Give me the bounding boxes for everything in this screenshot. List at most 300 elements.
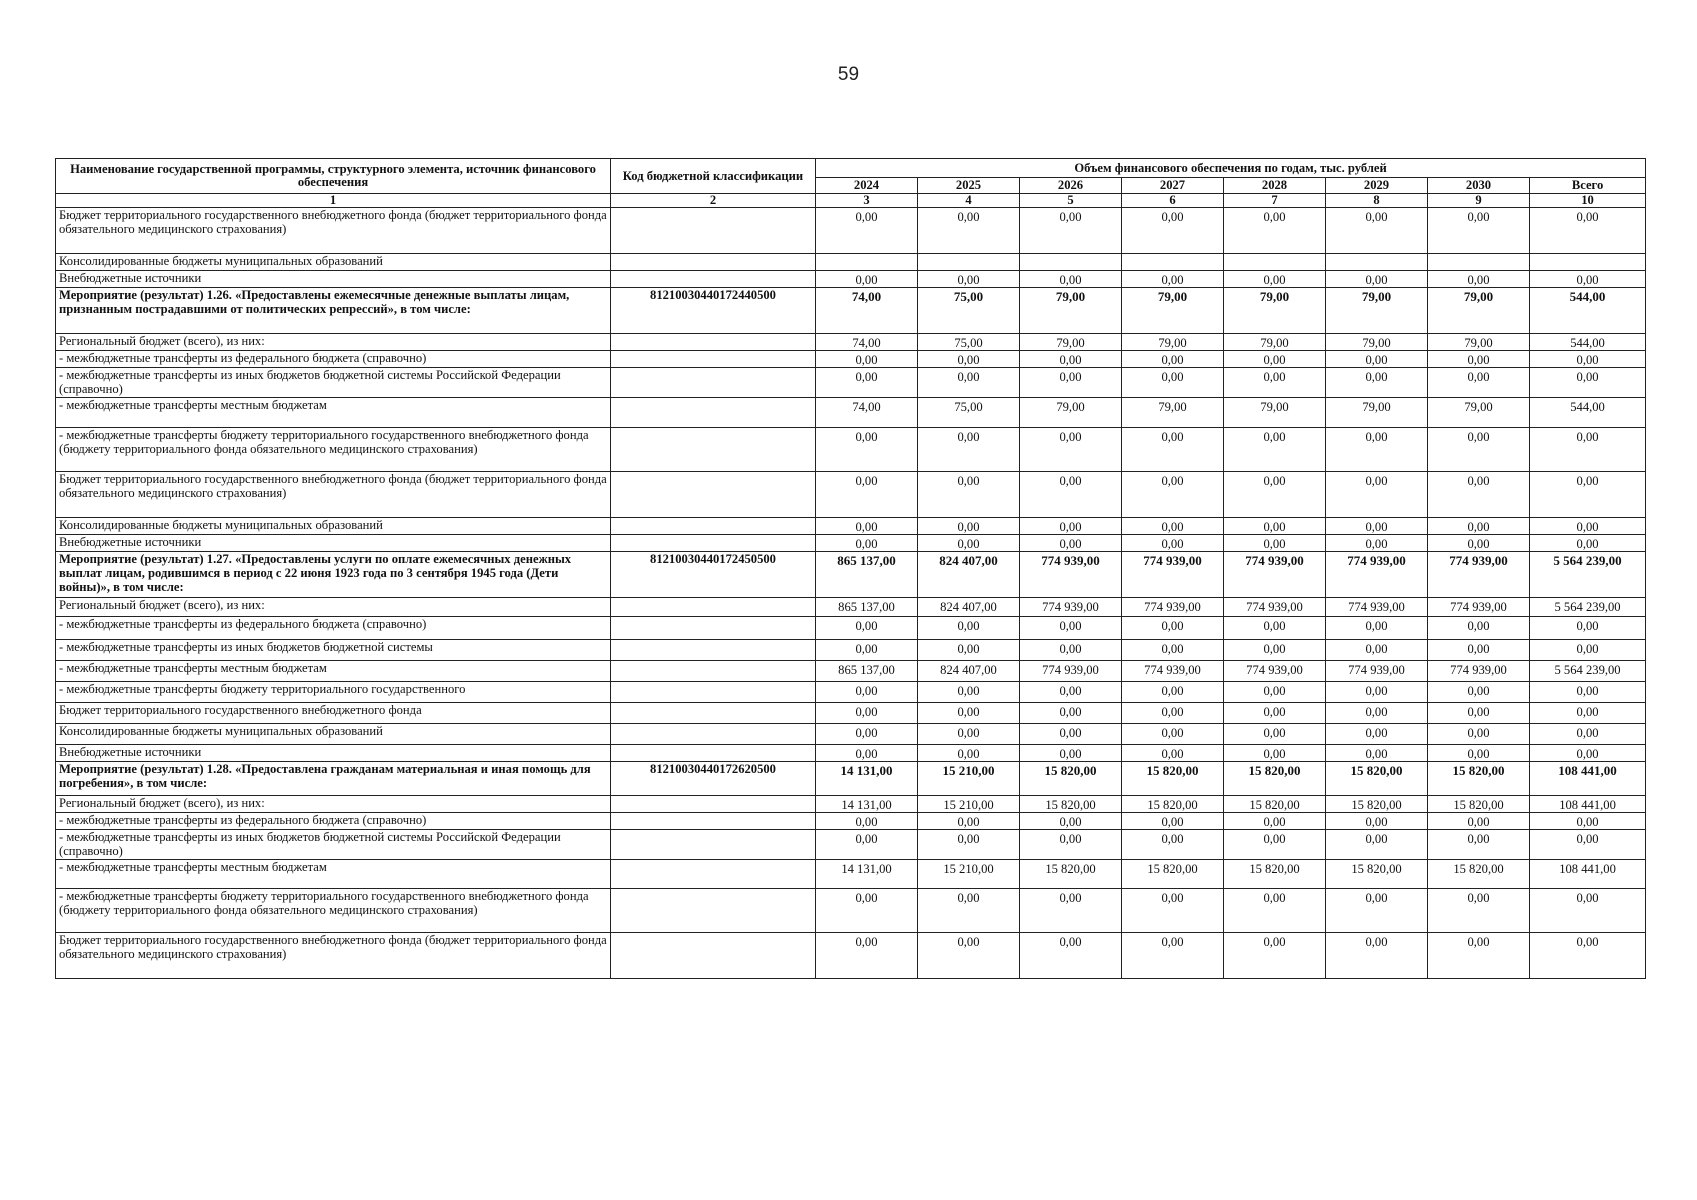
year-value <box>918 254 1020 271</box>
year-value: 774 939,00 <box>1428 598 1530 617</box>
total-value: 0,00 <box>1530 889 1646 933</box>
year-value: 0,00 <box>918 351 1020 368</box>
column-index: 4 <box>918 194 1020 208</box>
row-name: - межбюджетные трансферты местным бюджетам <box>56 661 611 682</box>
year-value: 0,00 <box>1326 813 1428 830</box>
row-name: Бюджет территориального государственного внебюджетного фонда (бюджет территориального фонда обязательного медицинского страхования) <box>56 472 611 518</box>
year-value: 79,00 <box>1122 288 1224 334</box>
table-row <box>56 889 1646 933</box>
year-value: 0,00 <box>1122 472 1224 518</box>
budget-code <box>611 518 816 535</box>
year-value: 0,00 <box>918 813 1020 830</box>
total-value: 544,00 <box>1530 288 1646 334</box>
year-value: 0,00 <box>1326 889 1428 933</box>
table-row <box>56 661 1646 682</box>
table-row <box>56 745 1646 762</box>
year-value: 0,00 <box>1122 518 1224 535</box>
total-value: 0,00 <box>1530 368 1646 398</box>
year-value: 774 939,00 <box>1326 598 1428 617</box>
year-value: 0,00 <box>816 368 918 398</box>
budget-code <box>611 208 816 254</box>
year-value: 0,00 <box>1224 368 1326 398</box>
year-value: 15 820,00 <box>1428 796 1530 813</box>
year-value: 0,00 <box>816 813 918 830</box>
year-value: 0,00 <box>918 640 1020 661</box>
budget-code: 81210030440172440500 <box>611 288 816 334</box>
table-row <box>56 428 1646 472</box>
table-row <box>56 617 1646 640</box>
budget-code <box>611 889 816 933</box>
table-row <box>56 796 1646 813</box>
year-value: 79,00 <box>1326 288 1428 334</box>
year-value: 0,00 <box>1122 933 1224 979</box>
year-value: 0,00 <box>918 428 1020 472</box>
year-value: 774 939,00 <box>1020 661 1122 682</box>
year-value: 865 137,00 <box>816 598 918 617</box>
year-value: 0,00 <box>1428 703 1530 724</box>
year-value: 774 939,00 <box>1428 661 1530 682</box>
budget-code <box>611 830 816 860</box>
year-value: 0,00 <box>1326 617 1428 640</box>
year-value: 0,00 <box>1224 472 1326 518</box>
table-row <box>56 703 1646 724</box>
column-index: 1 <box>56 194 611 208</box>
row-name: - межбюджетные трансферты из иных бюджетов бюджетной системы Российской Федерации (справочно) <box>56 368 611 398</box>
year-value <box>816 254 918 271</box>
year-value: 0,00 <box>1326 208 1428 254</box>
budget-code <box>611 334 816 351</box>
year-value: 75,00 <box>918 398 1020 428</box>
year-value: 0,00 <box>1326 724 1428 745</box>
table-row <box>56 518 1646 535</box>
year-value: 0,00 <box>1224 271 1326 288</box>
row-name: Внебюджетные источники <box>56 535 611 552</box>
total-value <box>1530 254 1646 271</box>
year-value: 79,00 <box>1224 398 1326 428</box>
year-value <box>1326 254 1428 271</box>
row-name: - межбюджетные трансферты местным бюджетам <box>56 860 611 889</box>
table-row <box>56 933 1646 979</box>
row-name: - межбюджетные трансферты из федерального бюджета (справочно) <box>56 813 611 830</box>
year-value: 15 820,00 <box>1122 796 1224 813</box>
row-name: Бюджет территориального государственного внебюджетного фонда <box>56 703 611 724</box>
year-value: 0,00 <box>918 724 1020 745</box>
year-value: 0,00 <box>1428 428 1530 472</box>
year-value: 824 407,00 <box>918 552 1020 598</box>
header-year: 2028 <box>1224 178 1326 194</box>
year-value: 774 939,00 <box>1326 661 1428 682</box>
table-row <box>56 351 1646 368</box>
year-value: 0,00 <box>1122 830 1224 860</box>
year-value: 0,00 <box>1020 351 1122 368</box>
header-year: 2029 <box>1326 178 1428 194</box>
year-value: 0,00 <box>1122 745 1224 762</box>
year-value: 79,00 <box>1020 288 1122 334</box>
year-value: 865 137,00 <box>816 552 918 598</box>
row-name: Мероприятие (результат) 1.27. «Предоставлены услуги по оплате ежемесячных денежных выплат лицам, родившимся в период с 22 июня 1923 года по 3 сентября 1945 года (Дети войны)», в том числе: <box>56 552 611 598</box>
header-year: 2027 <box>1122 178 1224 194</box>
year-value: 0,00 <box>1020 368 1122 398</box>
year-value: 0,00 <box>1326 640 1428 661</box>
table-row <box>56 254 1646 271</box>
year-value: 0,00 <box>918 535 1020 552</box>
table-row <box>56 682 1646 703</box>
row-name: Консолидированные бюджеты муниципальных образований <box>56 254 611 271</box>
year-value: 14 131,00 <box>816 796 918 813</box>
budget-code <box>611 640 816 661</box>
year-value: 15 820,00 <box>1428 762 1530 796</box>
year-value: 0,00 <box>816 428 918 472</box>
budget-code <box>611 428 816 472</box>
year-value: 0,00 <box>1224 208 1326 254</box>
row-name: - межбюджетные трансферты бюджету территориального государственного <box>56 682 611 703</box>
year-value: 0,00 <box>1020 889 1122 933</box>
header-year: 2024 <box>816 178 918 194</box>
year-value: 865 137,00 <box>816 661 918 682</box>
header-volume: Объем финансового обеспечения по годам, тыс. рублей <box>816 159 1646 178</box>
year-value: 15 820,00 <box>1326 796 1428 813</box>
budget-code <box>611 813 816 830</box>
year-value: 74,00 <box>816 398 918 428</box>
total-value: 0,00 <box>1530 472 1646 518</box>
year-value: 0,00 <box>1428 933 1530 979</box>
year-value <box>1224 254 1326 271</box>
year-value: 0,00 <box>1428 535 1530 552</box>
year-value: 0,00 <box>1020 428 1122 472</box>
year-value: 74,00 <box>816 288 918 334</box>
row-name: Внебюджетные источники <box>56 271 611 288</box>
budget-code <box>611 617 816 640</box>
year-value <box>1428 254 1530 271</box>
year-value <box>1020 254 1122 271</box>
year-value: 0,00 <box>1326 428 1428 472</box>
year-value: 0,00 <box>1020 813 1122 830</box>
table-row <box>56 208 1646 254</box>
year-value: 0,00 <box>1122 813 1224 830</box>
year-value: 0,00 <box>1326 351 1428 368</box>
year-value: 0,00 <box>816 745 918 762</box>
row-name: Консолидированные бюджеты муниципальных образований <box>56 518 611 535</box>
year-value: 774 939,00 <box>1020 598 1122 617</box>
year-value: 0,00 <box>1224 518 1326 535</box>
year-value: 0,00 <box>1122 368 1224 398</box>
year-value: 0,00 <box>918 889 1020 933</box>
year-value: 0,00 <box>1326 703 1428 724</box>
table-header <box>56 159 1646 208</box>
year-value: 0,00 <box>1122 682 1224 703</box>
year-value: 0,00 <box>1326 518 1428 535</box>
total-value: 0,00 <box>1530 682 1646 703</box>
total-value: 544,00 <box>1530 398 1646 428</box>
budget-code <box>611 271 816 288</box>
year-value: 774 939,00 <box>1020 552 1122 598</box>
budget-code <box>611 745 816 762</box>
budget-code <box>611 724 816 745</box>
year-value: 0,00 <box>918 368 1020 398</box>
total-value: 0,00 <box>1530 617 1646 640</box>
total-value: 108 441,00 <box>1530 762 1646 796</box>
year-value: 0,00 <box>1326 535 1428 552</box>
year-value: 0,00 <box>918 518 1020 535</box>
column-index: 2 <box>611 194 816 208</box>
table-row <box>56 860 1646 889</box>
budget-code <box>611 703 816 724</box>
header-code: Код бюджетной классификации <box>611 159 816 194</box>
activity-row <box>56 288 1646 334</box>
year-value: 79,00 <box>1224 288 1326 334</box>
year-value: 0,00 <box>1122 271 1224 288</box>
year-value: 79,00 <box>1020 398 1122 428</box>
column-index: 6 <box>1122 194 1224 208</box>
year-value: 0,00 <box>1020 745 1122 762</box>
year-value: 0,00 <box>1224 682 1326 703</box>
year-value: 0,00 <box>1122 617 1224 640</box>
year-value: 774 939,00 <box>1224 598 1326 617</box>
budget-code <box>611 368 816 398</box>
year-value: 0,00 <box>1326 830 1428 860</box>
year-value: 0,00 <box>918 472 1020 518</box>
year-value: 14 131,00 <box>816 860 918 889</box>
total-value: 0,00 <box>1530 745 1646 762</box>
year-value: 15 820,00 <box>1428 860 1530 889</box>
year-value: 0,00 <box>816 933 918 979</box>
year-value: 75,00 <box>918 288 1020 334</box>
row-name: - межбюджетные трансферты из иных бюджетов бюджетной системы Российской Федерации (справочно) <box>56 830 611 860</box>
budget-code <box>611 535 816 552</box>
table-row <box>56 398 1646 428</box>
row-name: - межбюджетные трансферты бюджету территориального государственного внебюджетного фонда (бюджету территориального фонда обязательного медицинского страхования) <box>56 889 611 933</box>
total-value: 0,00 <box>1530 933 1646 979</box>
year-value: 0,00 <box>1020 724 1122 745</box>
row-name: Бюджет территориального государственного внебюджетного фонда (бюджет территориального фонда обязательного медицинского страхования) <box>56 208 611 254</box>
year-value: 0,00 <box>1428 351 1530 368</box>
year-value: 0,00 <box>1224 617 1326 640</box>
year-value: 0,00 <box>1326 271 1428 288</box>
row-name: Консолидированные бюджеты муниципальных образований <box>56 724 611 745</box>
year-value: 79,00 <box>1122 398 1224 428</box>
year-value: 0,00 <box>1122 535 1224 552</box>
year-value: 79,00 <box>1428 398 1530 428</box>
year-value: 15 820,00 <box>1326 860 1428 889</box>
row-name: Бюджет территориального государственного внебюджетного фонда (бюджет территориального фонда обязательного медицинского страхования) <box>56 933 611 979</box>
year-value: 0,00 <box>918 745 1020 762</box>
year-value: 0,00 <box>1020 518 1122 535</box>
row-name: - межбюджетные трансферты из иных бюджетов бюджетной системы <box>56 640 611 661</box>
year-value: 0,00 <box>1020 472 1122 518</box>
year-value: 0,00 <box>1326 745 1428 762</box>
year-value: 15 820,00 <box>1224 860 1326 889</box>
table-row <box>56 334 1646 351</box>
year-value: 0,00 <box>1020 682 1122 703</box>
year-value: 15 210,00 <box>918 796 1020 813</box>
year-value: 15 820,00 <box>1020 762 1122 796</box>
year-value: 0,00 <box>1428 472 1530 518</box>
table-body <box>56 208 1646 979</box>
year-value: 774 939,00 <box>1326 552 1428 598</box>
year-value: 0,00 <box>1224 830 1326 860</box>
year-value: 15 820,00 <box>1224 796 1326 813</box>
total-value: 544,00 <box>1530 334 1646 351</box>
row-name: - межбюджетные трансферты местным бюджетам <box>56 398 611 428</box>
year-value: 774 939,00 <box>1224 552 1326 598</box>
year-value: 0,00 <box>1224 351 1326 368</box>
column-index: 9 <box>1428 194 1530 208</box>
year-value: 0,00 <box>1020 830 1122 860</box>
column-index: 8 <box>1326 194 1428 208</box>
year-value: 0,00 <box>1224 640 1326 661</box>
year-value: 0,00 <box>918 617 1020 640</box>
header-year: 2025 <box>918 178 1020 194</box>
year-value: 79,00 <box>1428 288 1530 334</box>
row-name: Мероприятие (результат) 1.26. «Предоставлены ежемесячные денежные выплаты лицам, признанным пострадавшими от политических репрессий», в том числе: <box>56 288 611 334</box>
year-value: 0,00 <box>816 271 918 288</box>
year-value: 0,00 <box>816 535 918 552</box>
year-value: 79,00 <box>1224 334 1326 351</box>
year-value: 774 939,00 <box>1122 598 1224 617</box>
year-value: 0,00 <box>1020 535 1122 552</box>
year-value: 0,00 <box>1428 830 1530 860</box>
year-value: 79,00 <box>1326 334 1428 351</box>
year-value: 0,00 <box>816 682 918 703</box>
total-value: 5 564 239,00 <box>1530 598 1646 617</box>
year-value: 0,00 <box>1122 208 1224 254</box>
year-value: 15 820,00 <box>1122 762 1224 796</box>
table-row <box>56 271 1646 288</box>
year-value: 0,00 <box>1224 724 1326 745</box>
column-index: 5 <box>1020 194 1122 208</box>
row-name: - межбюджетные трансферты бюджету территориального государственного внебюджетного фонда (бюджету территориального фонда обязательного медицинского страхования) <box>56 428 611 472</box>
year-value: 0,00 <box>1224 703 1326 724</box>
year-value: 15 820,00 <box>1020 860 1122 889</box>
year-value: 0,00 <box>816 703 918 724</box>
year-value: 0,00 <box>816 830 918 860</box>
year-value: 0,00 <box>1326 368 1428 398</box>
year-value <box>1122 254 1224 271</box>
year-value: 0,00 <box>1020 208 1122 254</box>
column-index: 10 <box>1530 194 1646 208</box>
table-row <box>56 813 1646 830</box>
year-value: 824 407,00 <box>918 661 1020 682</box>
year-value: 0,00 <box>816 518 918 535</box>
budget-code <box>611 933 816 979</box>
total-value: 0,00 <box>1530 518 1646 535</box>
year-value: 0,00 <box>1428 368 1530 398</box>
year-value: 0,00 <box>1020 617 1122 640</box>
year-value: 774 939,00 <box>1428 552 1530 598</box>
year-value: 15 820,00 <box>1224 762 1326 796</box>
header-name: Наименование государственной программы, структурного элемента, источник финансового обеспечения <box>56 159 611 194</box>
year-value: 79,00 <box>1326 398 1428 428</box>
column-index: 3 <box>816 194 918 208</box>
budget-code <box>611 598 816 617</box>
total-value: 0,00 <box>1530 208 1646 254</box>
budget-code <box>611 254 816 271</box>
total-value: 5 564 239,00 <box>1530 552 1646 598</box>
year-value: 15 820,00 <box>1020 796 1122 813</box>
year-value: 0,00 <box>1428 208 1530 254</box>
year-value: 0,00 <box>1020 271 1122 288</box>
year-value: 79,00 <box>1020 334 1122 351</box>
row-name: Внебюджетные источники <box>56 745 611 762</box>
year-value: 0,00 <box>1122 351 1224 368</box>
year-value: 0,00 <box>1122 640 1224 661</box>
year-value: 774 939,00 <box>1122 552 1224 598</box>
year-value: 0,00 <box>816 472 918 518</box>
year-value: 0,00 <box>1428 813 1530 830</box>
year-value: 0,00 <box>918 703 1020 724</box>
year-value: 0,00 <box>918 682 1020 703</box>
table-row <box>56 472 1646 518</box>
year-value: 774 939,00 <box>1224 661 1326 682</box>
year-value: 774 939,00 <box>1122 661 1224 682</box>
year-value: 15 820,00 <box>1122 860 1224 889</box>
year-value: 0,00 <box>1428 682 1530 703</box>
budget-code <box>611 472 816 518</box>
budget-code <box>611 351 816 368</box>
year-value: 0,00 <box>1224 933 1326 979</box>
year-value: 0,00 <box>1428 271 1530 288</box>
year-value: 0,00 <box>1428 518 1530 535</box>
year-value: 0,00 <box>1224 813 1326 830</box>
year-value: 74,00 <box>816 334 918 351</box>
table-row <box>56 368 1646 398</box>
activity-row <box>56 552 1646 598</box>
year-value: 79,00 <box>1122 334 1224 351</box>
total-value: 0,00 <box>1530 351 1646 368</box>
year-value: 0,00 <box>1224 428 1326 472</box>
page-number: 59 <box>837 64 860 85</box>
year-value: 0,00 <box>816 208 918 254</box>
year-value: 0,00 <box>1122 428 1224 472</box>
year-value: 75,00 <box>918 334 1020 351</box>
table-row <box>56 640 1646 661</box>
year-value: 0,00 <box>1020 703 1122 724</box>
budget-code <box>611 796 816 813</box>
total-value: 108 441,00 <box>1530 796 1646 813</box>
budget-code <box>611 682 816 703</box>
row-name: Региональный бюджет (всего), из них: <box>56 334 611 351</box>
table-row <box>56 830 1646 860</box>
total-value: 0,00 <box>1530 813 1646 830</box>
table-row <box>56 598 1646 617</box>
year-value: 0,00 <box>1122 889 1224 933</box>
financing-table <box>55 158 1646 979</box>
year-value: 0,00 <box>1122 724 1224 745</box>
year-value: 0,00 <box>1326 682 1428 703</box>
year-value: 0,00 <box>1224 889 1326 933</box>
activity-row <box>56 762 1646 796</box>
year-value: 79,00 <box>1428 334 1530 351</box>
budget-code <box>611 860 816 889</box>
total-value: 0,00 <box>1530 724 1646 745</box>
year-value: 14 131,00 <box>816 762 918 796</box>
year-value: 0,00 <box>816 640 918 661</box>
row-name: Мероприятие (результат) 1.28. «Предоставлена гражданам материальная и иная помощь для погребения», в том числе: <box>56 762 611 796</box>
row-name: Региональный бюджет (всего), из них: <box>56 598 611 617</box>
header-year: 2030 <box>1428 178 1530 194</box>
total-value: 0,00 <box>1530 830 1646 860</box>
table-row <box>56 535 1646 552</box>
year-value: 0,00 <box>918 208 1020 254</box>
budget-code: 81210030440172620500 <box>611 762 816 796</box>
total-value: 0,00 <box>1530 640 1646 661</box>
year-value: 0,00 <box>1224 745 1326 762</box>
year-value: 15 210,00 <box>918 860 1020 889</box>
row-name: - межбюджетные трансферты из федерального бюджета (справочно) <box>56 351 611 368</box>
table-row <box>56 724 1646 745</box>
year-value: 0,00 <box>1326 472 1428 518</box>
row-name: - межбюджетные трансферты из федерального бюджета (справочно) <box>56 617 611 640</box>
